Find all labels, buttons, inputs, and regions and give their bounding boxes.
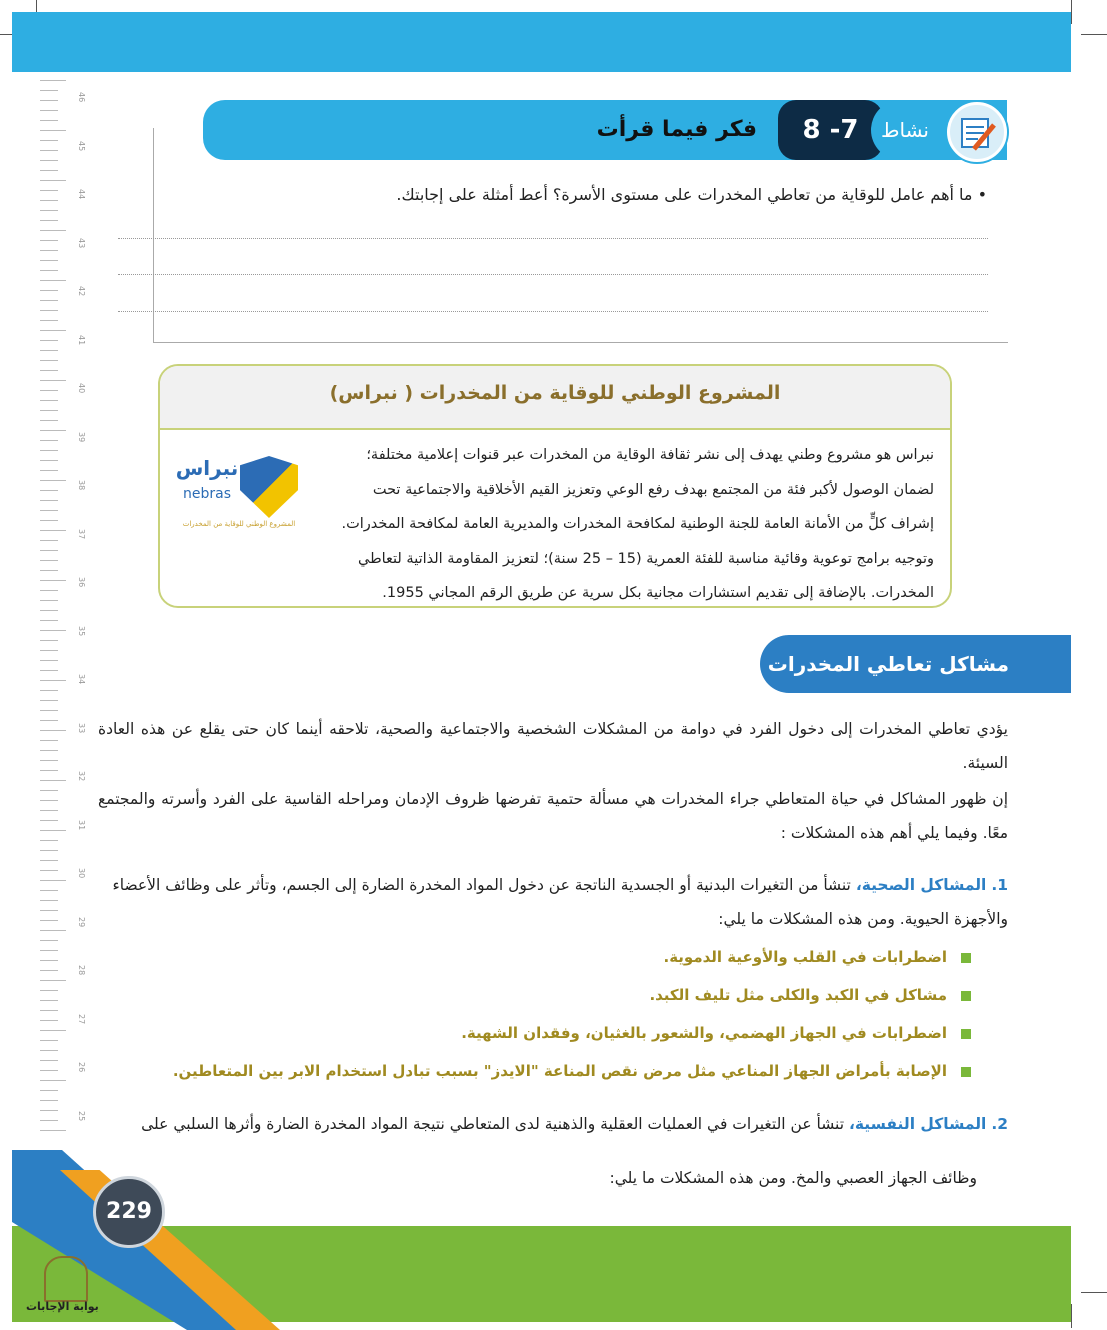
ruler-tick [40,670,58,671]
ruler-tick [40,180,66,181]
shield-icon [240,456,298,518]
top-color-bar [12,12,1071,72]
ruler-tick [40,230,66,231]
ruler-number: 45 [77,140,86,151]
answer-line[interactable] [118,274,988,275]
ruler-tick [40,240,58,241]
ruler-tick [40,780,66,781]
ruler-number: 38 [77,480,86,491]
ruler-tick [40,190,58,191]
ruler-tick [40,110,58,111]
ruler-tick [40,300,58,301]
ruler-tick [40,1060,58,1061]
ruler-number: 44 [77,189,86,200]
ruler-tick [40,280,66,281]
portal-label: بوابة الإجابات [26,1300,99,1313]
ruler-tick [40,560,58,561]
item-health-problems [98,868,1008,936]
ruler-tick [40,630,66,631]
ruler-tick [40,330,66,331]
ruler-tick [40,980,66,981]
ruler-tick [40,170,58,171]
ruler-tick [40,1050,58,1051]
item-keyword: المشاكل الصحية، [855,876,987,894]
item-text: تنشأ عن التغيرات في العمليات العقلية والذهنية لدى المتعاطي نتيجة المواد المخدرة الضارة وأثرها السلبي على [141,1115,845,1133]
ruler-tick [40,680,66,681]
ruler-tick [40,730,66,731]
ruler-tick [40,430,66,431]
ruler-number: 37 [77,528,86,539]
side-ruler [40,80,100,1140]
page-number: 229 [93,1176,165,1248]
ruler-tick [40,150,58,151]
ruler-tick [40,290,58,291]
nebras-text [334,438,934,608]
ruler-tick [40,620,58,621]
ruler-tick [40,860,58,861]
ruler-tick [40,220,58,221]
square-bullet-icon [961,1067,971,1077]
ruler-tick [40,910,58,911]
ruler-tick [40,640,58,641]
ruler-number: 25 [77,1110,86,1121]
nebras-line: لضمان الوصول لأكبر فئة من المجتمع بهدف رفع الوعي وتعزيز القيم الأخلاقية والاجتماعية تحت [372,481,934,498]
ruler-tick [40,1110,58,1111]
ruler-tick [40,200,58,201]
ruler-tick [40,900,58,901]
ruler-tick [40,800,58,801]
ruler-tick [40,320,58,321]
ruler-tick [40,490,58,491]
ruler-tick [40,1020,58,1021]
nebras-logo-english: nebras [182,486,231,502]
ruler-tick [40,590,58,591]
nebras-line: نبراس هو مشروع وطني يهدف إلى نشر ثقافة الوقاية من المخدرات عبر قنوات إعلامية مختلفة؛ [366,447,934,463]
ruler-tick [40,210,58,211]
ruler-tick [40,250,58,251]
nebras-info-box [158,364,952,608]
ruler-tick [40,890,58,891]
ruler-tick [40,80,66,81]
bullet-item: اضطرابات في القلب والأوعية الدموية. [131,948,971,966]
ruler-number: 34 [77,674,86,685]
ruler-tick [40,870,58,871]
nebras-line: وتوجيه برامج توعوية وقائية مناسبة للفئة العمرية (15 – 25 سنة)؛ لتعزيز المقاومة الذاتية لتعاطي [357,550,934,567]
ruler-tick [40,1010,58,1011]
ruler-tick [40,420,58,421]
ruler-tick [40,520,58,521]
ruler-tick [40,950,58,951]
ruler-tick [40,530,66,531]
nebras-logo [174,452,304,542]
ruler-tick [40,690,58,691]
ruler-tick [40,990,58,991]
ruler-tick [40,580,66,581]
answer-line[interactable] [118,311,988,312]
ruler-tick [40,770,58,771]
bullet-item: مشاكل في الكبد والكلى مثل تليف الكبد. [131,986,971,1004]
ruler-tick [40,410,58,411]
ruler-tick [40,350,58,351]
ruler-tick [40,90,58,91]
ruler-number: 31 [77,819,86,830]
square-bullet-icon [961,991,971,1001]
ruler-tick [40,1030,66,1031]
ruler-tick [40,830,66,831]
ruler-number: 30 [77,868,86,879]
item-number: 1. [991,876,1008,894]
ruler-tick [40,790,58,791]
nebras-line: إشراف كلٍّ من الأمانة العامة للجنة الوطنية لمكافحة المخدرات والمديرية العامة لمكافحة المخدرات. [341,516,934,532]
activity-number: 8 -7 [778,100,883,160]
ruler-number: 33 [77,722,86,733]
ruler-tick [40,370,58,371]
ruler-tick [40,720,58,721]
ruler-tick [40,380,66,381]
ruler-number: 32 [77,771,86,782]
ruler-tick [40,120,58,121]
ruler-tick [40,480,66,481]
ruler-tick [40,650,58,651]
ruler-tick [40,270,58,271]
ruler-tick [40,1080,66,1081]
ruler-tick [40,600,58,601]
ruler-tick [40,940,58,941]
item-keyword: المشاكل النفسية، [849,1115,987,1133]
portal-logo-icon [44,1256,88,1302]
ruler-tick [40,130,66,131]
ruler-tick [40,570,58,571]
ruler-tick [40,470,58,471]
ruler-tick [40,460,58,461]
ruler-tick [40,500,58,501]
ruler-number: 29 [77,916,86,927]
ruler-tick [40,1100,58,1101]
nebras-logo-arabic: نبراس [175,456,239,480]
ruler-tick [40,850,58,851]
ruler-number: 42 [77,286,86,297]
ruler-tick [40,740,58,741]
ruler-tick [40,400,58,401]
ruler-tick [40,1130,66,1131]
ruler-number: 27 [77,1013,86,1024]
ruler-tick [40,510,58,511]
ruler-number: 40 [77,383,86,394]
ruler-tick [40,550,58,551]
ruler-tick [40,880,66,881]
ruler-number: 46 [77,92,86,103]
ruler-tick [40,1070,58,1071]
ruler-number: 41 [77,334,86,345]
ruler-tick [40,340,58,341]
nebras-line: المخدرات. بالإضافة إلى تقديم استشارات مجانية بكل سرية عن طريق الرقم المجاني 1955. [382,585,934,601]
item-text: تنشأ من التغيرات البدنية أو الجسدية الناتجة عن دخول المواد المخدرة الضارة إلى الجسم، وتأثر على وظائف الأعضاء والأجهزة الحيوية. ومن هذه المشكلات ما يلي: [112,876,1008,928]
item-psychological-problems [98,1107,1008,1141]
ruler-tick [40,710,58,711]
ruler-tick [40,1040,58,1041]
section-paragraph-2: إن ظهور المشاكل في حياة المتعاطي جراء المخدرات هي مسألة حتمية تفرضها ظروف الإدمان ومراحله القاسية على الفرد وأسرته والمجتمع معًا. وفيما يلي أهم هذه المشكلات : [98,790,1008,842]
ruler-number: 35 [77,625,86,636]
ruler-tick [40,140,58,141]
ruler-tick [40,840,58,841]
nebras-title: المشروع الوطني للوقاية من المخدرات ( نبراس) [160,366,950,430]
answer-line[interactable] [118,238,988,239]
ruler-tick [40,1090,58,1091]
ruler-tick [40,1000,58,1001]
bullet-item: الإصابة بأمراض الجهاز المناعي مثل مرض نقص المناعة "الايدز" بسبب تبادل استخدام الابر بين المتعاطين. [131,1062,971,1080]
bullet-item: اضطرابات في الجهاز الهضمي، والشعور بالغثيان، وفقدان الشهية. [131,1024,971,1042]
ruler-tick [40,440,58,441]
ruler-tick [40,920,58,921]
ruler-tick [40,610,58,611]
ruler-tick [40,810,58,811]
ruler-tick [40,700,58,701]
section-title: مشاكل تعاطي المخدرات [760,635,1071,693]
ruler-tick [40,970,58,971]
ruler-tick [40,1120,58,1121]
ruler-tick [40,820,58,821]
item-number: 2. [991,1115,1008,1133]
ruler-tick [40,160,58,161]
activity-question: • ما أهم عامل للوقاية من تعاطي المخدرات على مستوى الأسرة؟ أعط أمثلة على إجابتك. [396,185,987,204]
ruler-number: 26 [77,1062,86,1073]
ruler-tick [40,390,58,391]
ruler-number: 28 [77,965,86,976]
crop-mark [1071,1304,1072,1328]
ruler-tick [40,760,58,761]
ruler-tick [40,260,58,261]
ruler-tick [40,100,58,101]
ruler-number: 39 [77,431,86,442]
activity-label: نشاط [881,118,929,142]
item-continuation: وظائف الجهاز العصبي والمخ. ومن هذه المشكلات ما يلي: [609,1169,977,1187]
ruler-number: 43 [77,237,86,248]
crop-mark [1081,1292,1107,1293]
ruler-tick [40,960,58,961]
activity-title: فكر فيما قرأت [596,117,757,142]
ruler-tick [40,310,58,311]
nebras-logo-subtitle: المشروع الوطني للوقاية من المخدرات [182,520,296,528]
crop-mark [1071,0,1072,24]
ruler-tick [40,360,58,361]
ruler-tick [40,930,66,931]
ruler-tick [40,660,58,661]
section-paragraph-1: يؤدي تعاطي المخدرات إلى دخول الفرد في دوامة من المشكلات الشخصية والاجتماعية والصحية، تلاحقه أينما كان حتى يقلع عن هذه العادة السيئة. [98,720,1008,772]
ruler-number: 36 [77,577,86,588]
square-bullet-icon [961,953,971,963]
ruler-tick [40,450,58,451]
ruler-tick [40,540,58,541]
square-bullet-icon [961,1029,971,1039]
crop-mark [1081,34,1107,35]
ruler-tick [40,750,58,751]
